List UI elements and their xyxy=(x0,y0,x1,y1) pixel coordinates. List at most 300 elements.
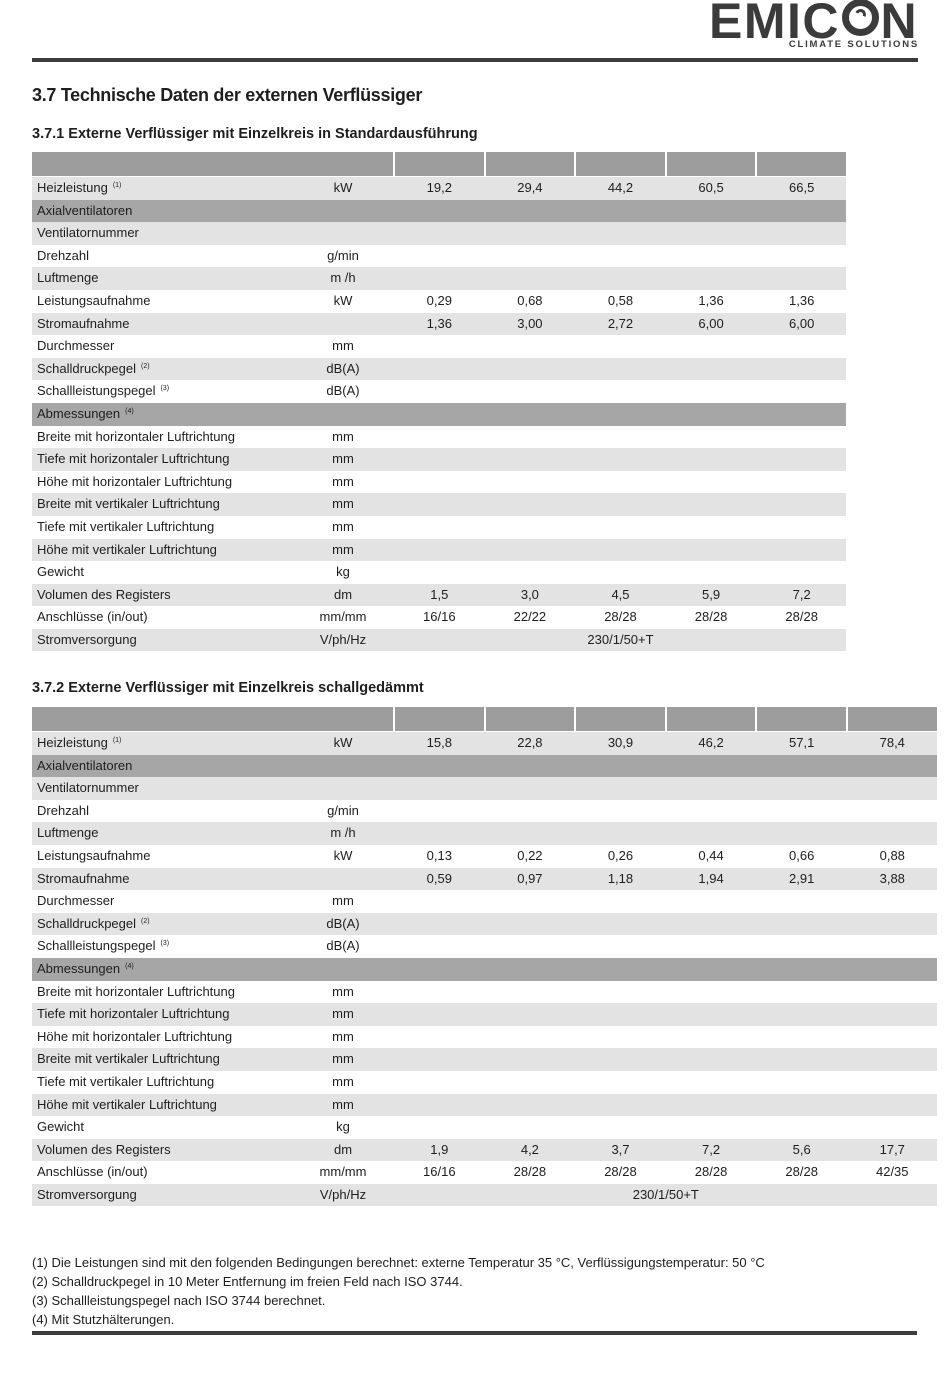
row-label-text: Anschlüsse (in/out) xyxy=(37,1164,148,1180)
value-cell xyxy=(848,981,937,1004)
table-row xyxy=(32,606,846,629)
row-label xyxy=(32,845,293,868)
value-cell xyxy=(486,1116,575,1139)
value-cell xyxy=(667,358,756,381)
section-row xyxy=(32,403,846,426)
value-cell: 42/35 xyxy=(875,1164,909,1180)
row-label-text: Anschlüsse (in/out) xyxy=(37,609,148,625)
row-label-text: Schallleistungspegel xyxy=(37,938,156,954)
value-cell xyxy=(395,822,484,845)
value-cell xyxy=(848,1116,937,1139)
value-cell xyxy=(395,777,484,800)
section-row xyxy=(32,755,937,778)
value-cell xyxy=(395,358,484,381)
value-cell xyxy=(757,822,846,845)
row-label-text: Schalldruckpegel xyxy=(37,360,137,376)
row-label-text: Drehzahl xyxy=(37,247,90,263)
value-cell xyxy=(395,890,484,913)
value-cell xyxy=(576,935,665,958)
footnote-ref: (2) xyxy=(141,362,150,370)
value-cell xyxy=(848,1003,937,1026)
footnote-ref: (4) xyxy=(125,407,134,415)
value-cell: 7,2 xyxy=(792,586,811,602)
row-unit: mm xyxy=(332,1073,354,1089)
table-row xyxy=(32,267,846,290)
value-cell xyxy=(848,822,937,845)
section-label xyxy=(32,755,132,778)
value-cell xyxy=(757,561,846,584)
value-cell xyxy=(667,1026,756,1049)
row-label xyxy=(32,1026,293,1049)
table-row xyxy=(32,935,937,958)
row-unit: kW xyxy=(333,180,353,195)
value-cell xyxy=(395,426,484,449)
value-cell: 0,68 xyxy=(517,292,543,308)
value-cell: 2,91 xyxy=(789,870,815,886)
value-cell xyxy=(486,516,575,539)
row-label xyxy=(32,868,293,891)
row-unit: mm xyxy=(332,451,354,467)
value-cell xyxy=(486,358,575,381)
value-cell xyxy=(395,913,484,936)
row-unit: mm xyxy=(332,496,354,512)
table-row xyxy=(32,584,846,607)
header-cell xyxy=(486,152,575,176)
value-cell xyxy=(576,493,665,516)
value-cell xyxy=(757,777,846,800)
value-cell xyxy=(667,913,756,936)
row-label xyxy=(32,800,293,823)
table-row xyxy=(32,426,846,449)
row-unit xyxy=(293,222,393,245)
table-row xyxy=(32,1048,937,1071)
value-cell xyxy=(486,222,575,245)
value-cell xyxy=(757,1048,846,1071)
value-cell xyxy=(576,1048,665,1071)
section-row xyxy=(32,958,937,981)
row-unit: g/min xyxy=(327,802,359,818)
value-cell xyxy=(757,335,846,358)
table-header-row xyxy=(32,707,937,731)
value-cell: 4,2 xyxy=(520,1141,539,1157)
value-cell xyxy=(486,800,575,823)
footnote-ref: (1) xyxy=(112,737,122,744)
table-header-row xyxy=(32,152,846,176)
row-label xyxy=(32,629,293,652)
value-cell xyxy=(576,1116,665,1139)
logo-letter: N xyxy=(880,0,919,49)
value-cell xyxy=(667,426,756,449)
value-cell: 22/22 xyxy=(513,609,547,625)
header-cell xyxy=(576,707,665,731)
value-cell xyxy=(576,1094,665,1117)
row-label xyxy=(32,822,293,845)
row-unit: mm xyxy=(332,518,354,534)
section-label-text: Abmessungen xyxy=(37,960,121,976)
row-label xyxy=(32,516,293,539)
value-cell xyxy=(486,1071,575,1094)
row-label xyxy=(32,177,293,200)
table-row xyxy=(32,845,937,868)
value-cell xyxy=(576,448,665,471)
table-row xyxy=(32,245,846,268)
footnote: (3) Schallleistungspegel nach ISO 3744 berechnet. xyxy=(32,1293,326,1308)
value-cell xyxy=(576,358,665,381)
value-cell xyxy=(395,267,484,290)
row-label xyxy=(32,245,293,268)
section-label-text: Axialventilatoren xyxy=(37,202,133,218)
value-cell xyxy=(395,981,484,1004)
footer-divider xyxy=(32,1331,917,1335)
value-cell xyxy=(576,777,665,800)
table-row xyxy=(32,380,846,403)
table-row xyxy=(32,290,846,313)
row-label-text: Stromaufnahme xyxy=(37,315,130,331)
value-cell xyxy=(757,913,846,936)
row-unit: g/min xyxy=(327,247,359,263)
row-label-text: Tiefe mit vertikaler Luftrichtung xyxy=(37,1073,215,1089)
value-cell xyxy=(757,1026,846,1049)
value-cell xyxy=(395,1048,484,1071)
row-label xyxy=(32,539,293,562)
row-unit: dB(A) xyxy=(326,383,360,399)
row-label-text: Tiefe mit vertikaler Luftrichtung xyxy=(37,518,215,534)
value-cell: 16/16 xyxy=(423,1164,456,1180)
value-cell xyxy=(576,516,665,539)
value-cell xyxy=(667,335,756,358)
value-cell xyxy=(667,539,756,562)
value-cell: 19,2 xyxy=(426,180,452,195)
row-label xyxy=(32,913,293,936)
value-cell xyxy=(486,1048,575,1071)
logo-letter: I xyxy=(787,0,803,49)
value-cell xyxy=(757,426,846,449)
value-cell xyxy=(757,245,846,268)
value-cell: 66,5 xyxy=(789,180,815,195)
section-row xyxy=(32,200,846,223)
section-heading: 3.7.1 Externe Verflüssiger mit Einzelkreis in Standardausführung xyxy=(32,126,478,142)
value-cell xyxy=(667,471,756,494)
value-cell xyxy=(757,493,846,516)
row-unit: m /h xyxy=(330,825,356,841)
table-row xyxy=(32,981,937,1004)
table-row xyxy=(32,177,846,200)
value-cell: 1,5 xyxy=(430,586,449,602)
row-label-text: Drehzahl xyxy=(37,802,90,818)
row-label-text: Breite mit vertikaler Luftrichtung xyxy=(37,496,220,512)
value-cell xyxy=(667,245,756,268)
row-label xyxy=(32,777,293,800)
table-row xyxy=(32,493,846,516)
value-cell xyxy=(757,380,846,403)
value-cell: 6,00 xyxy=(698,315,724,331)
row-label-text: Durchmesser xyxy=(37,338,115,354)
row-label xyxy=(32,890,293,913)
row-label-text: Gewicht xyxy=(37,564,84,580)
section-label-text: Axialventilatoren xyxy=(37,757,133,773)
value-cell xyxy=(395,222,484,245)
value-cell xyxy=(486,493,575,516)
value-cell: 22,8 xyxy=(517,735,543,750)
value-cell xyxy=(395,800,484,823)
row-unit: dm xyxy=(333,1141,353,1157)
value-cell xyxy=(576,539,665,562)
value-cell: 28/28 xyxy=(604,1164,637,1180)
value-cell xyxy=(486,1003,575,1026)
row-label-text: Ventilatornummer xyxy=(37,780,139,796)
value-cell xyxy=(486,822,575,845)
value-cell: 44,2 xyxy=(607,180,634,195)
row-unit: kW xyxy=(333,847,353,863)
header-cell xyxy=(757,152,846,176)
row-unit: dm xyxy=(333,586,353,602)
header-cell xyxy=(395,707,484,731)
header-cell xyxy=(486,707,575,731)
header-cell xyxy=(32,152,393,176)
row-label-text: Breite mit vertikaler Luftrichtung xyxy=(37,1051,220,1067)
row-label xyxy=(32,1048,293,1071)
value-cell: 0,58 xyxy=(607,292,634,308)
row-label xyxy=(32,426,293,449)
row-label xyxy=(32,1094,293,1117)
table-row xyxy=(32,1071,937,1094)
value-cell xyxy=(757,890,846,913)
value-cell xyxy=(848,800,937,823)
row-unit: kg xyxy=(336,564,350,580)
row-label xyxy=(32,335,293,358)
table-row xyxy=(32,1026,937,1049)
row-unit: mm xyxy=(332,893,354,909)
row-label-text: Tiefe mit horizontaler Luftrichtung xyxy=(37,1006,230,1022)
table-row xyxy=(32,822,937,845)
value-cell: 57,1 xyxy=(789,735,815,750)
value-cell xyxy=(486,913,575,936)
value-cell xyxy=(576,245,665,268)
value-cell: 28/28 xyxy=(604,609,637,625)
value-cell xyxy=(848,1026,937,1049)
row-label xyxy=(32,380,293,403)
table-row xyxy=(32,1161,937,1184)
row-label-text: Stromaufnahme xyxy=(37,870,130,886)
value-cell xyxy=(576,913,665,936)
row-label-text: Heizleistung xyxy=(37,180,108,195)
value-cell xyxy=(667,1048,756,1071)
technical-data-table xyxy=(32,152,846,651)
value-cell xyxy=(757,222,846,245)
value-cell xyxy=(395,1094,484,1117)
value-cell xyxy=(395,380,484,403)
value-cell xyxy=(757,1094,846,1117)
section-label xyxy=(32,403,134,426)
row-label-text: Tiefe mit horizontaler Luftrichtung xyxy=(37,451,230,467)
value-cell xyxy=(667,935,756,958)
table-row xyxy=(32,890,937,913)
value-cell: 3,00 xyxy=(517,315,543,331)
value-cell: 1,36 xyxy=(789,292,815,308)
row-label xyxy=(32,1161,293,1184)
table-row xyxy=(32,335,846,358)
row-unit: mm xyxy=(332,428,354,444)
row-unit: mm xyxy=(332,1096,354,1112)
value-cell xyxy=(848,1071,937,1094)
table-row xyxy=(32,913,937,936)
value-cell xyxy=(395,335,484,358)
value-cell xyxy=(576,1003,665,1026)
row-label xyxy=(32,222,293,245)
technical-data-table xyxy=(32,707,937,1206)
value-cell xyxy=(486,380,575,403)
value-cell: 3,7 xyxy=(611,1141,630,1157)
table-row xyxy=(32,1003,937,1026)
value-cell: 7,2 xyxy=(702,1141,721,1157)
value-cell: 1,36 xyxy=(426,315,452,331)
footnote-ref: (4) xyxy=(125,962,134,970)
value-cell xyxy=(757,516,846,539)
value-cell xyxy=(848,777,937,800)
row-label-text: Volumen des Registers xyxy=(37,586,171,602)
row-unit: dB(A) xyxy=(326,360,360,376)
value-cell xyxy=(576,471,665,494)
value-cell xyxy=(486,935,575,958)
value-cell: 0,13 xyxy=(426,847,452,863)
value-cell xyxy=(848,935,937,958)
value-cell xyxy=(667,380,756,403)
value-cell: 3,0 xyxy=(520,586,539,602)
row-label-text: Schallleistungspegel xyxy=(37,383,156,399)
value-cell xyxy=(395,561,484,584)
table-row xyxy=(32,732,937,755)
row-unit: dB(A) xyxy=(326,915,360,931)
value-cell xyxy=(757,358,846,381)
row-unit: mm xyxy=(332,541,354,557)
value-cell xyxy=(395,935,484,958)
row-label xyxy=(32,358,293,381)
value-cell xyxy=(395,493,484,516)
value-cell: 28/28 xyxy=(513,1164,547,1180)
value-cell xyxy=(395,1071,484,1094)
page-title: 3.7 Technische Daten der externen Verflüssiger xyxy=(32,85,423,105)
value-cell: 1,18 xyxy=(607,870,634,886)
row-label xyxy=(32,313,293,336)
value-cell: 28/28 xyxy=(785,609,818,625)
header-divider xyxy=(32,58,918,62)
value-cell xyxy=(486,426,575,449)
value-cell xyxy=(576,380,665,403)
row-label-text: Höhe mit vertikaler Luftrichtung xyxy=(37,1096,217,1112)
value-cell: 28/28 xyxy=(694,609,728,625)
value-cell: 30,9 xyxy=(607,735,634,750)
table-row xyxy=(32,1094,937,1117)
value-cell xyxy=(667,1003,756,1026)
value-cell xyxy=(486,1094,575,1117)
table-row xyxy=(32,471,846,494)
value-cell xyxy=(576,1026,665,1049)
value-cell xyxy=(486,335,575,358)
header-cell xyxy=(395,152,484,176)
value-cell xyxy=(486,267,575,290)
value-cell xyxy=(757,539,846,562)
value-cell: 3,88 xyxy=(879,870,905,886)
value-cell xyxy=(757,800,846,823)
value-cell: 46,2 xyxy=(698,735,724,750)
value-cell: 28/28 xyxy=(785,1164,818,1180)
merged-value-cell: 230/1/50+T xyxy=(587,631,654,647)
value-cell xyxy=(576,222,665,245)
value-cell: 0,22 xyxy=(517,847,543,863)
footnote-ref: (3) xyxy=(160,940,170,948)
value-cell: 0,97 xyxy=(517,870,543,886)
header-cell xyxy=(757,707,846,731)
row-label xyxy=(32,471,293,494)
table-row xyxy=(32,561,846,584)
value-cell xyxy=(395,1026,484,1049)
table-row xyxy=(32,1116,937,1139)
table-row xyxy=(32,448,846,471)
value-cell xyxy=(667,981,756,1004)
row-label-text: Luftmenge xyxy=(37,825,99,841)
value-cell: 17,7 xyxy=(879,1141,905,1157)
value-cell xyxy=(486,245,575,268)
table-row xyxy=(32,539,846,562)
row-unit: kW xyxy=(333,735,353,750)
value-cell xyxy=(667,222,756,245)
table-row xyxy=(32,1184,937,1207)
logo-letter: E xyxy=(709,0,744,49)
row-label-text: Heizleistung xyxy=(37,735,108,750)
value-cell xyxy=(757,471,846,494)
value-cell xyxy=(667,1094,756,1117)
logo-tagline: CLIMATE SOLUTIONS xyxy=(788,39,919,50)
row-label-text: Höhe mit horizontaler Luftrichtung xyxy=(37,473,233,489)
value-cell xyxy=(667,800,756,823)
row-unit: kW xyxy=(333,292,353,308)
value-cell: 1,36 xyxy=(698,292,724,308)
value-cell xyxy=(576,561,665,584)
row-unit: mm xyxy=(332,1051,354,1067)
value-cell: 60,5 xyxy=(698,180,724,195)
header-cell xyxy=(848,707,937,731)
value-cell xyxy=(848,1094,937,1117)
value-cell xyxy=(667,777,756,800)
footnote-ref: (2) xyxy=(141,917,150,925)
row-unit xyxy=(293,313,393,336)
row-unit: mm/mm xyxy=(319,1164,367,1180)
value-cell xyxy=(757,1116,846,1139)
row-label-text: Leistungsaufnahme xyxy=(37,847,151,863)
value-cell xyxy=(486,890,575,913)
value-cell: 1,94 xyxy=(698,870,724,886)
value-cell xyxy=(848,890,937,913)
row-unit: mm xyxy=(332,983,354,999)
value-cell xyxy=(667,1116,756,1139)
table-row xyxy=(32,516,846,539)
logo-letter: C xyxy=(802,0,841,49)
row-unit: mm xyxy=(332,473,354,489)
row-label-text: Gewicht xyxy=(37,1119,84,1135)
value-cell: 5,9 xyxy=(702,586,721,602)
row-unit: m /h xyxy=(330,270,356,286)
row-unit: mm xyxy=(332,1006,354,1022)
value-cell xyxy=(486,471,575,494)
table-row xyxy=(32,629,846,652)
section-label-text: Abmessungen xyxy=(37,405,121,421)
value-cell xyxy=(395,448,484,471)
table-row xyxy=(32,313,846,336)
value-cell: 6,00 xyxy=(789,315,815,331)
value-cell xyxy=(576,981,665,1004)
footnote-ref: (3) xyxy=(160,385,170,393)
value-cell xyxy=(667,493,756,516)
